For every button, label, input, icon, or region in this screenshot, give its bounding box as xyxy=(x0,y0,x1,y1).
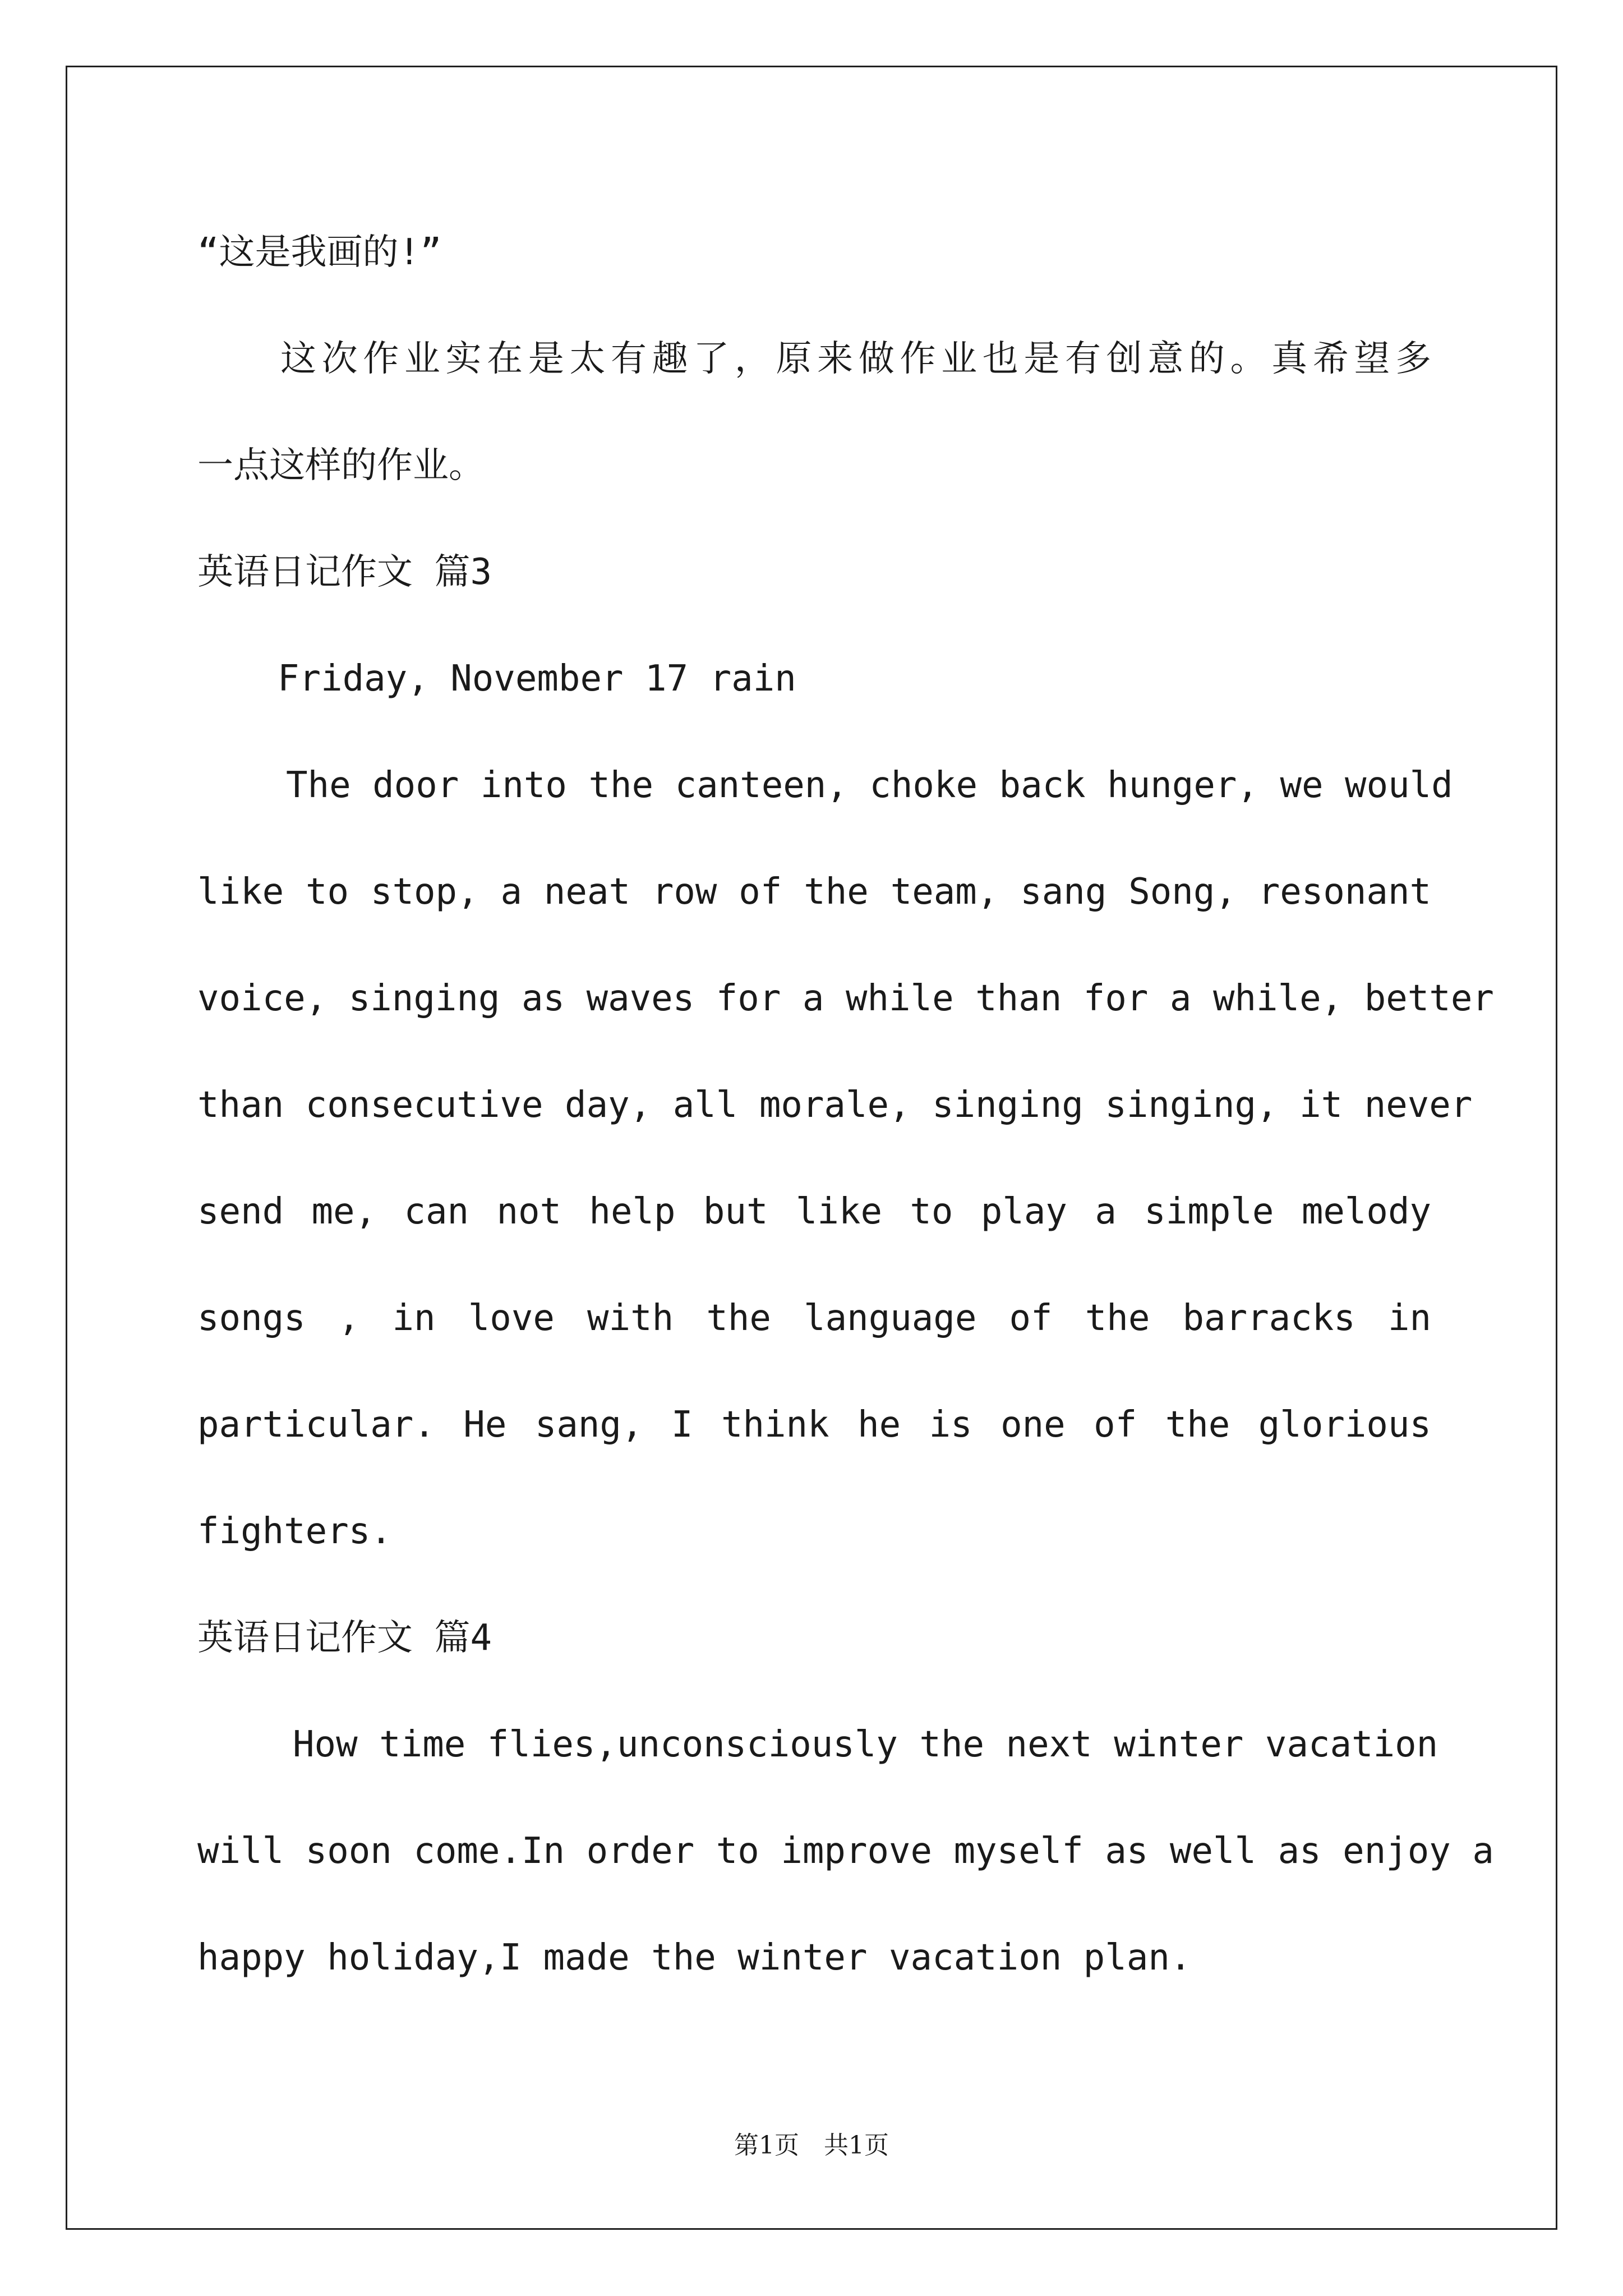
section-heading-3: 英语日记作文 篇3 xyxy=(197,551,492,593)
diary-date: Friday, November 17 rain xyxy=(278,658,796,700)
diary-line: particular. He sang, I think he is one of the glorious xyxy=(197,1404,1431,1446)
section-heading-4: 英语日记作文 篇4 xyxy=(197,1617,492,1659)
diary-line: send me, can not help but like to play a simple melody xyxy=(197,1191,1431,1232)
cn-paragraph-line-1: 这次作业实在是太有趣了，原来做作业也是有创意的。真希望多 xyxy=(280,338,1431,380)
page-border xyxy=(66,66,1557,2230)
essay-line: How time flies,unconsciously the next winter vacation xyxy=(293,1724,1438,1765)
diary-line: fighters. xyxy=(197,1511,392,1552)
quote-line: “这是我画的!” xyxy=(197,232,442,273)
diary-line: voice, singing as waves for a while than for a while, better xyxy=(197,978,1494,1019)
diary-line: songs , in love with the language of the barracks in xyxy=(197,1297,1431,1339)
essay-line: will soon come.In order to improve myself as well as enjoy a xyxy=(197,1830,1494,1872)
cn-paragraph-line-2: 一点这样的作业。 xyxy=(197,445,485,486)
page-number: 第1页 共1页 xyxy=(734,2131,889,2160)
diary-line: than consecutive day, all morale, singing singing, it never xyxy=(197,1084,1473,1126)
essay-line: happy holiday,I made the winter vacation plan. xyxy=(197,1937,1192,1978)
diary-line: like to stop, a neat row of the team, sang Song, resonant xyxy=(197,871,1431,913)
diary-line: The door into the canteen, choke back hunger, we would xyxy=(286,765,1453,806)
